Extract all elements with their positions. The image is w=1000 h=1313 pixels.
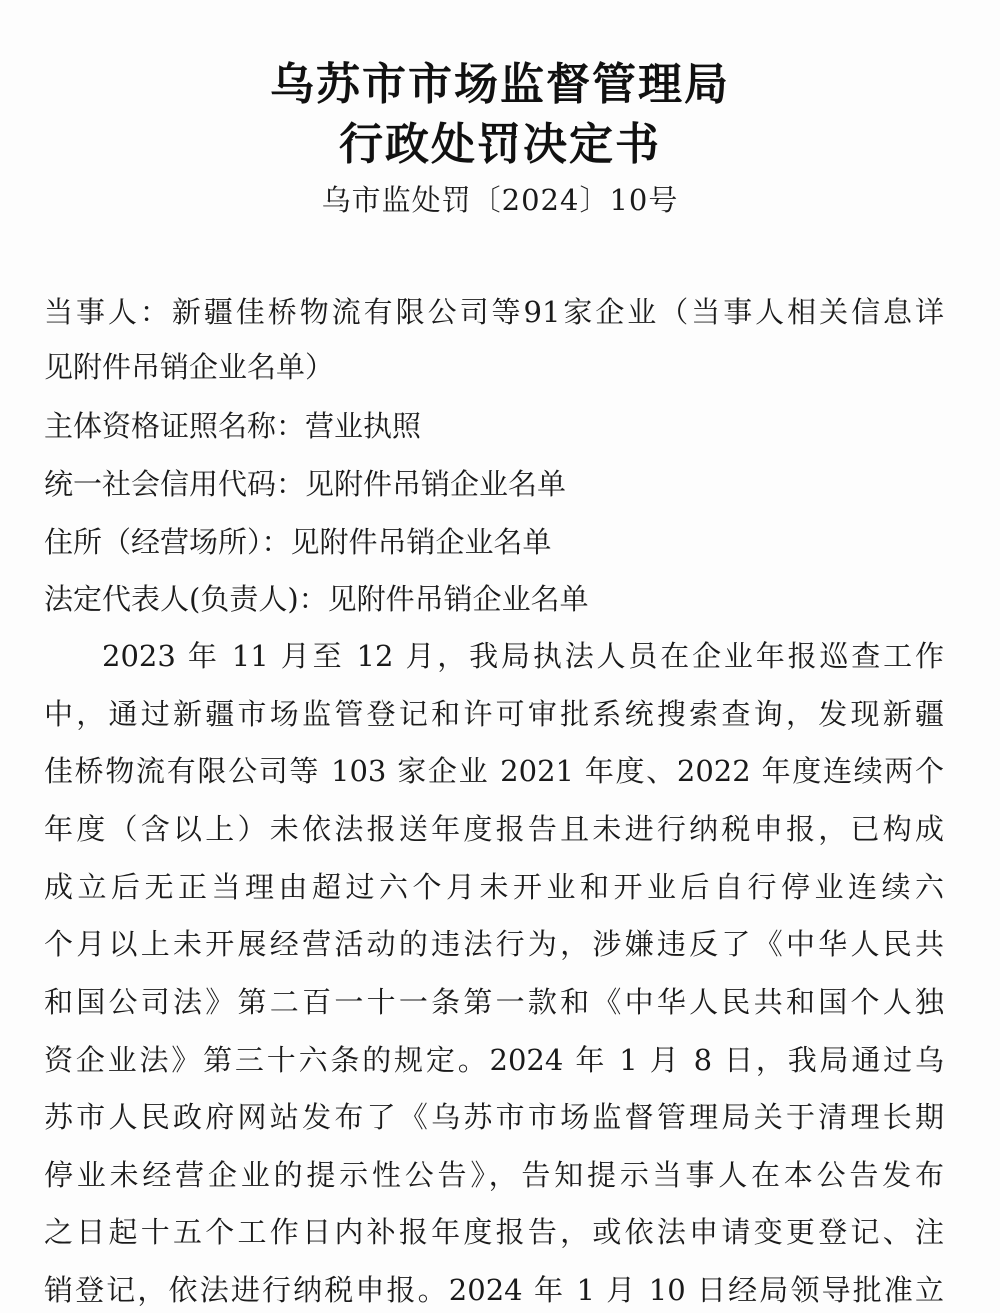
text-line: 年度（含以上）未依法报送年度报告且未进行纳税申报，已构成	[44, 812, 944, 846]
text-line: 销登记，依法进行纳税申报。2024 年 1 月 10 日经局领导批准立	[44, 1273, 944, 1307]
document-title-type: 行政处罚决定书	[339, 119, 661, 170]
text-line: 成立后无正当理由超过六个月未开业和开业后自行停业连续六	[44, 870, 944, 904]
text-line: 佳桥物流有限公司等 103 家企业 2021 年度、2022 年度连续两个	[44, 754, 944, 788]
text-line: 见附件吊销企业名单）	[44, 350, 335, 384]
text-line: 当事人：新疆佳桥物流有限公司等91家企业（当事人相关信息详	[44, 295, 944, 329]
text-line: 统一社会信用代码：见附件吊销企业名单	[44, 467, 567, 501]
text-line: 之日起十五个工作日内补报年度报告，或依法申请变更登记、注	[44, 1215, 944, 1249]
text-line: 苏市人民政府网站发布了《乌苏市市场监督管理局关于清理长期	[44, 1100, 944, 1134]
text-line: 2023 年 11 月至 12 月，我局执法人员在企业年报巡查工作	[102, 639, 944, 673]
text-line: 住所（经营场所）：见附件吊销企业名单	[44, 525, 552, 559]
text-line: 主体资格证照名称：营业执照	[44, 409, 422, 443]
document-number: 乌市监处罚〔2024〕10号	[321, 183, 679, 217]
text-line: 和国公司法》第二百一十一条第一款和《中华人民共和国个人独	[44, 985, 944, 1019]
text-line: 中，通过新疆市场监管登记和许可审批系统搜索查询，发现新疆	[44, 697, 944, 731]
text-line: 停业未经营企业的提示性公告》，告知提示当事人在本公告发布	[44, 1158, 944, 1192]
text-line: 法定代表人(负责人)：见附件吊销企业名单	[44, 582, 589, 616]
text-line: 个月以上未开展经营活动的违法行为，涉嫌违反了《中华人民共	[44, 927, 944, 961]
document-title-authority: 乌苏市市场监督管理局	[270, 59, 730, 110]
text-line: 资企业法》第三十六条的规定。2024 年 1 月 8 日，我局通过乌	[44, 1043, 944, 1077]
